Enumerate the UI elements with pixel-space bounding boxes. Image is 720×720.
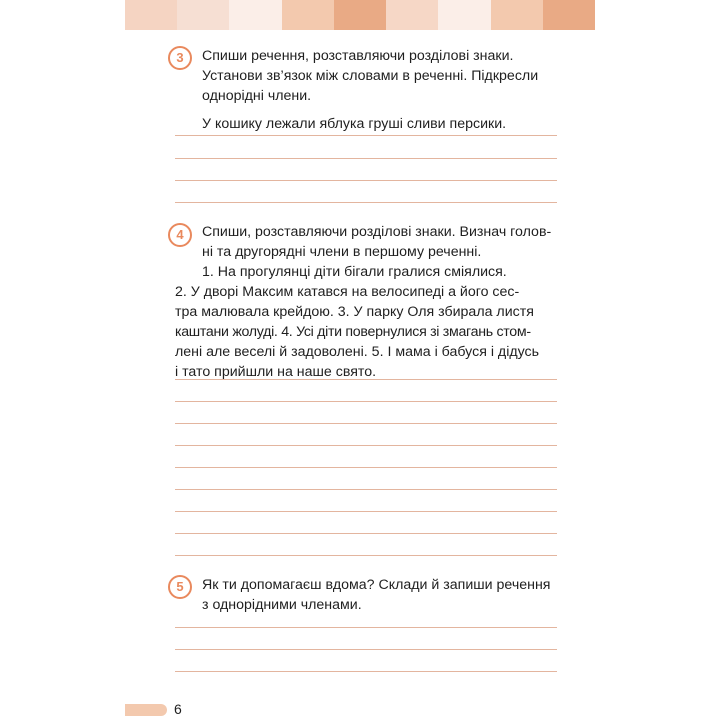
task-instruction [202, 222, 557, 262]
page-number: 6 [174, 701, 182, 717]
task-number: 3 [176, 50, 184, 65]
writing-line[interactable] [175, 649, 557, 650]
task-number-badge [168, 46, 192, 70]
header-color-segment [282, 0, 334, 30]
writing-line[interactable] [175, 627, 557, 628]
writing-line[interactable] [175, 423, 557, 424]
exercise-line: каштани жолуді. 4. Усі діти повернулися зі змагань стом- [175, 324, 531, 340]
exercise-line: тра малювала крейдою. 3. У парку Оля збирала листя [175, 304, 534, 320]
header-color-segment [334, 0, 386, 30]
footer-color-tab [125, 704, 167, 716]
task-number: 4 [176, 227, 184, 242]
header-color-segment [125, 0, 177, 30]
writing-line[interactable] [175, 379, 557, 380]
exercise-line: лені але веселі й задоволені. 5. І мама і бабуся і дідусь [175, 344, 540, 360]
writing-line[interactable] [175, 401, 557, 402]
writing-line[interactable] [175, 202, 557, 203]
instruction-line: Як ти допомагаєш вдома? Склади й запиши речення [202, 577, 551, 593]
exercise-sentence: У кошику лежали яблука груші сливи персики. [202, 116, 507, 132]
header-color-segment [177, 0, 229, 30]
instruction-line: з однорідними членами. [202, 597, 362, 613]
writing-line[interactable] [175, 671, 557, 672]
instruction-line: однорідні члени. [202, 88, 312, 104]
writing-line[interactable] [175, 180, 557, 181]
instruction-line: Установи зв’язок між словами в реченні. Підкресли [202, 68, 539, 84]
header-color-segment [438, 0, 490, 30]
writing-line[interactable] [175, 445, 557, 446]
task-instruction [202, 46, 557, 134]
task-number-badge [168, 223, 192, 247]
writing-line[interactable] [175, 533, 557, 534]
header-color-segment [543, 0, 595, 30]
writing-line[interactable] [175, 489, 557, 490]
header-color-bar [125, 0, 595, 30]
header-color-segment [229, 0, 281, 30]
writing-line[interactable] [175, 555, 557, 556]
header-color-segment [491, 0, 543, 30]
writing-line[interactable] [175, 135, 557, 136]
task-instruction [202, 575, 557, 615]
instruction-line: Спиши речення, розставляючи розділові знаки. [202, 48, 514, 64]
instruction-line: Спиши, розставляючи розділові знаки. Визнач голов- [202, 224, 552, 240]
instruction-line: ні та другорядні члени в першому реченні. [202, 244, 482, 260]
exercise-text [175, 262, 557, 382]
writing-line[interactable] [175, 158, 557, 159]
task-number-badge [168, 575, 192, 599]
task-number: 5 [176, 579, 184, 594]
exercise-line: 2. У дворі Максим катався на велосипеді а його сес- [175, 284, 520, 300]
writing-line[interactable] [175, 467, 557, 468]
exercise-line: і тато прийшли на наше свято. [175, 364, 377, 380]
writing-line[interactable] [175, 511, 557, 512]
header-color-segment [386, 0, 438, 30]
exercise-line: 1. На прогулянці діти бігали гралися сміялися. [202, 264, 507, 280]
